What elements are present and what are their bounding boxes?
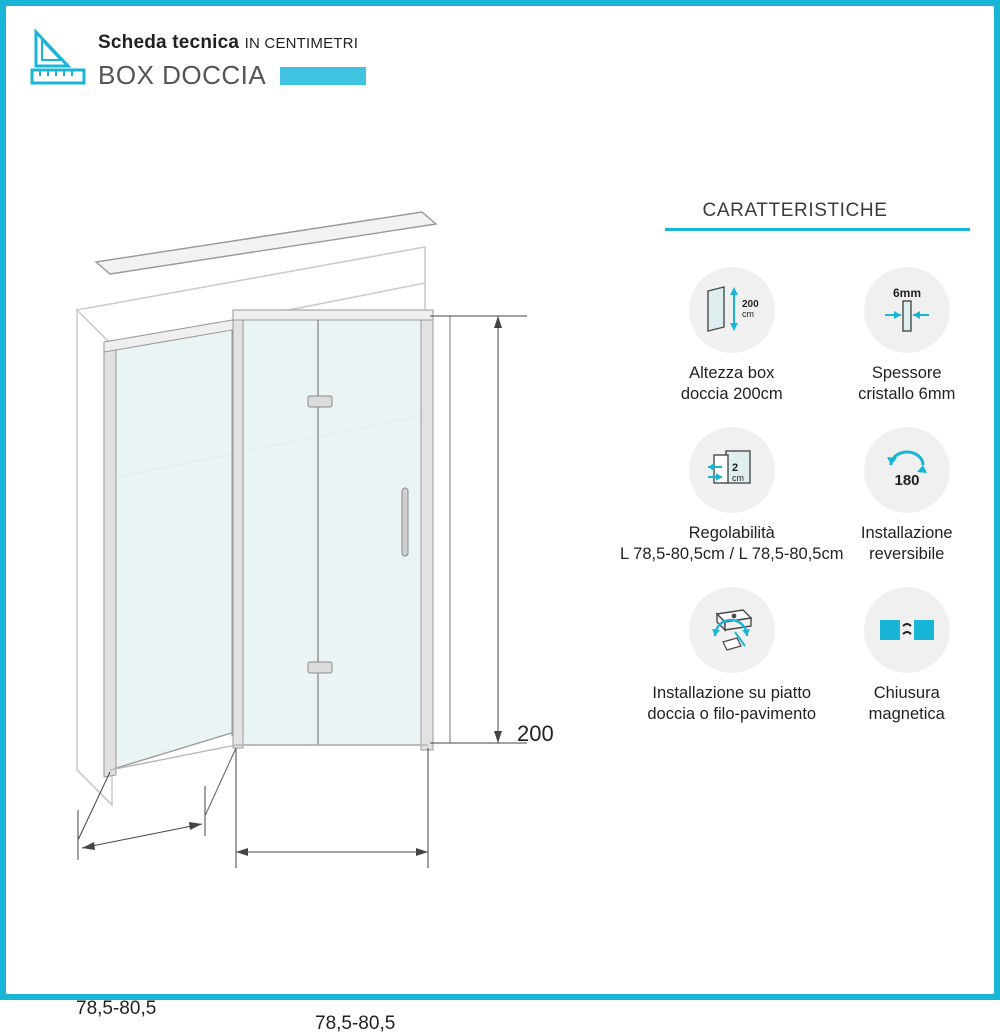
adjustability-icon bbox=[689, 427, 775, 513]
svg-text:cm: cm bbox=[741, 309, 754, 319]
title-accent-bar bbox=[280, 67, 366, 85]
feature-tray-install-line2: doccia o filo-pavimento bbox=[647, 705, 817, 723]
features-title bbox=[620, 200, 970, 231]
feature-glass-thickness bbox=[843, 267, 970, 405]
feature-reversible bbox=[843, 427, 970, 565]
feature-magnetic-closure bbox=[843, 587, 970, 725]
features-title-text: CARATTERISTICHE bbox=[702, 200, 888, 221]
feature-box-height bbox=[620, 267, 843, 405]
ruler-square-icon bbox=[28, 26, 90, 88]
feature-reversible-line1: Installazione bbox=[860, 524, 953, 542]
feature-adjustability-line2: L 78,5-80,5cm / L 78,5-80,5cm bbox=[620, 545, 844, 563]
side-dimension-label: 78,5-80,5 bbox=[76, 998, 157, 1019]
features-title-underline bbox=[665, 228, 970, 231]
feature-glass-thickness-line2: cristallo 6mm bbox=[858, 385, 956, 403]
feature-tray-install bbox=[620, 587, 843, 725]
svg-text:6mm: 6mm bbox=[892, 286, 921, 300]
header-subtitle-unit: IN CENTIMETRI bbox=[244, 35, 359, 52]
features-panel bbox=[620, 200, 970, 725]
feature-adjustability bbox=[620, 427, 843, 565]
front-dimension-label: 78,5-80,5 bbox=[315, 1013, 396, 1034]
shower-tray-install-icon bbox=[689, 587, 775, 673]
glass-thickness-icon bbox=[864, 267, 950, 353]
svg-text:200: 200 bbox=[741, 299, 759, 310]
left-dimension-arrow bbox=[78, 748, 236, 860]
header-subtitle-bold: Scheda tecnica bbox=[98, 32, 240, 53]
box-height-icon bbox=[689, 267, 775, 353]
feature-glass-thickness-line1: Spessore bbox=[871, 364, 942, 382]
feature-adjustability-line1: Regolabilità bbox=[688, 524, 775, 542]
shower-enclosure-isometric-drawing bbox=[30, 200, 630, 900]
sheet-header bbox=[28, 26, 366, 91]
feature-box-height-line1: Altezza box bbox=[689, 364, 775, 382]
vertical-dimension-arrow bbox=[430, 316, 527, 743]
feature-reversible-line2: reversibile bbox=[869, 545, 945, 563]
feature-magnetic-closure-line2: magnetica bbox=[868, 705, 945, 723]
svg-text:180: 180 bbox=[894, 472, 920, 489]
horizontal-dimension-arrow bbox=[205, 748, 428, 868]
svg-text:cm: cm bbox=[731, 473, 744, 483]
svg-text:2: 2 bbox=[731, 462, 738, 474]
feature-magnetic-closure-line1: Chiusura bbox=[873, 684, 940, 702]
technical-drawing bbox=[30, 200, 630, 1034]
feature-tray-install-line1: Installazione su piatto bbox=[652, 684, 812, 702]
reversible-180-icon bbox=[864, 427, 950, 513]
page-title: BOX DOCCIA bbox=[98, 60, 267, 90]
magnetic-closure-icon bbox=[864, 587, 950, 673]
height-dimension-label: 200 bbox=[517, 721, 554, 746]
feature-box-height-line2: doccia 200cm bbox=[680, 385, 783, 403]
